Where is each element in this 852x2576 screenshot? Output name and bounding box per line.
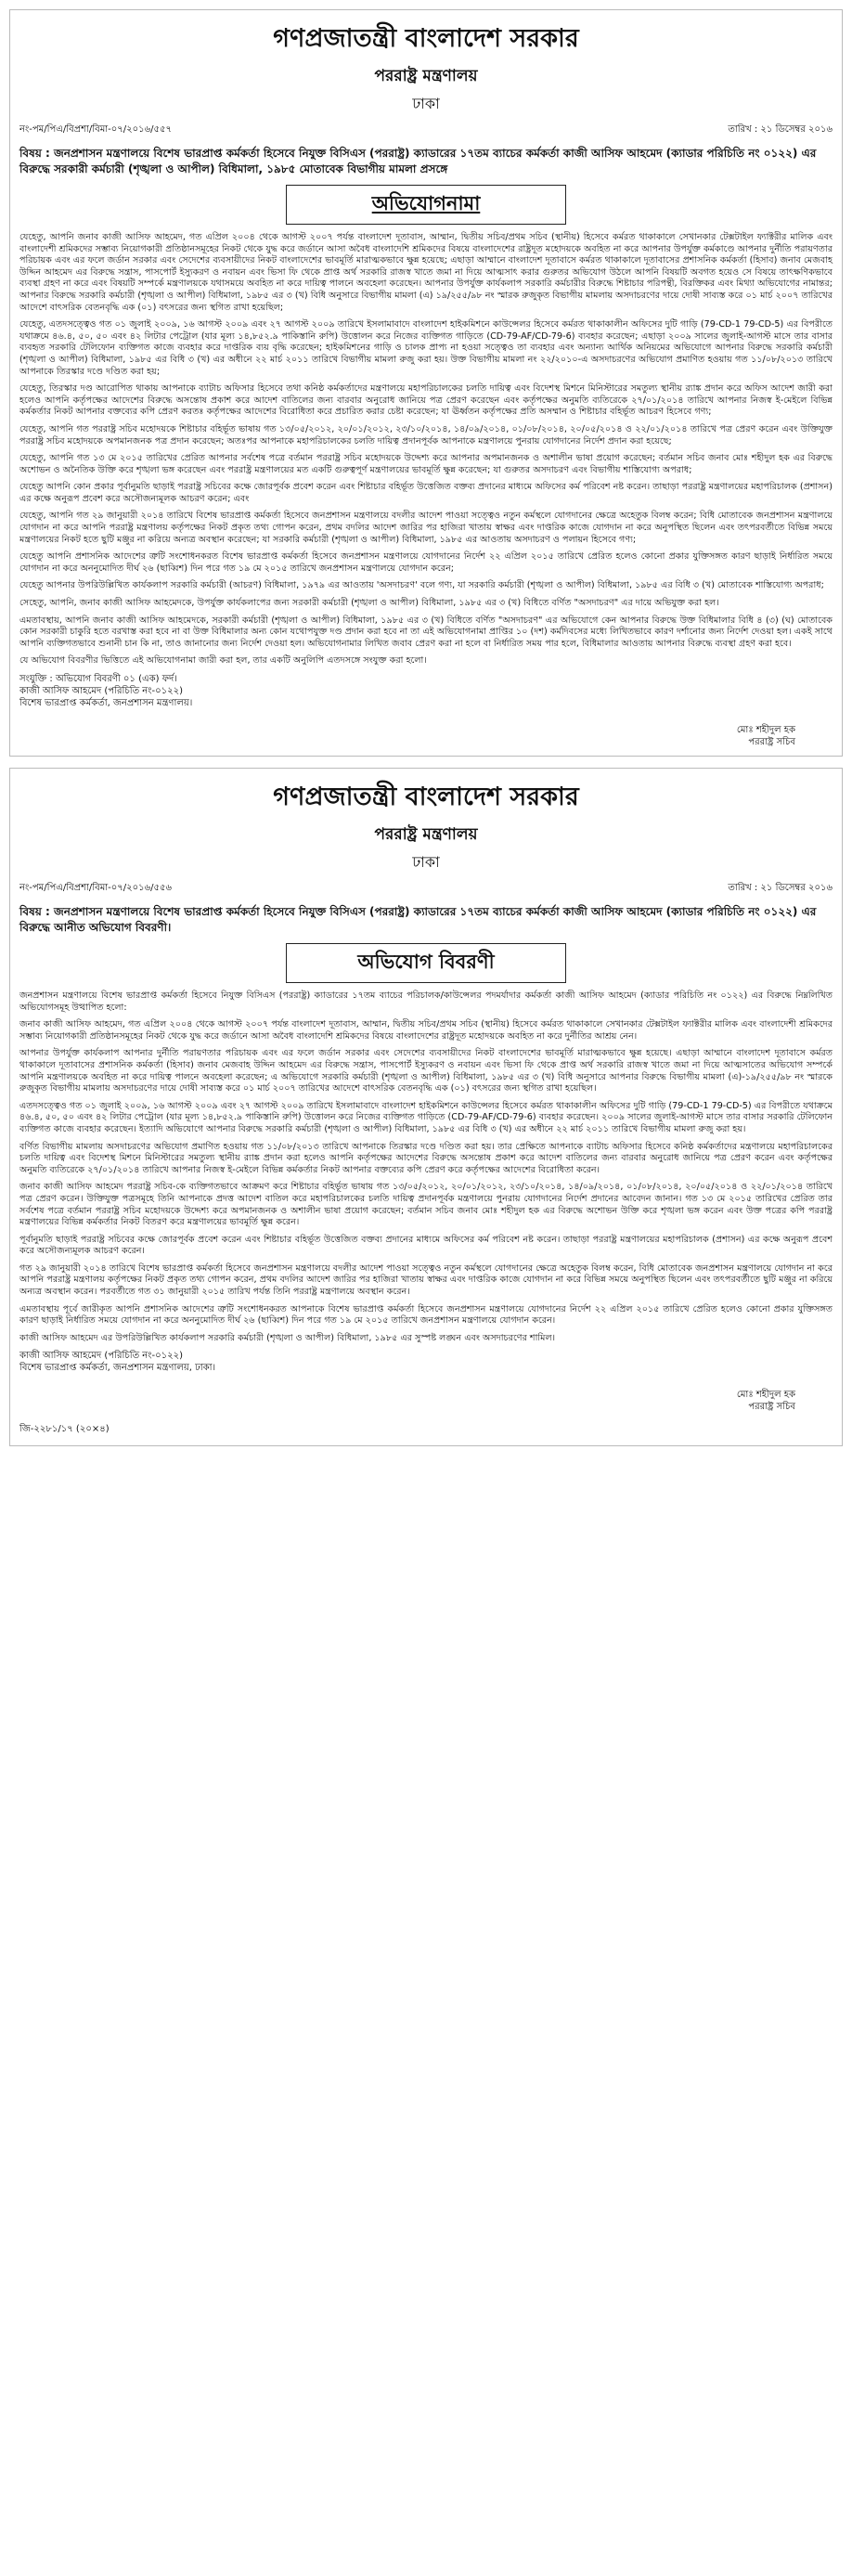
statement-paragraph: এতদসত্ত্বেও গত ০১ জুলাই ২০০৯, ১৬ আগস্ট ২০০৯ এবং ২৭ আগস্ট ২০০৯ তারিখে ইসলামাবাদে বাংলাদেশ হাইকমিশনে কাউন্সেলর হিসেবে কর্মরত থাকাকালীন অফিসের দুটি গাড়ি (79-CD-1 79-CD-5) এর বিপরীতে যথাক্রমে ৪৬.৪, ৫০, ৫০ এবং ৪২ লিটার পেট্রোল (যার মূল্য ১৪,৮৫২.৯ পাকিস্তানি রুপি) উত্তোলন করে নিজের ব্যক্তিগত গাড়িতে (CD-79-AF/CD-79-6) ব্যবহার করেছেন। ২০০৯ সালের জুলাই-আগস্ট মাসে তার বাসার সরকারি টেলিফোন ব্যক্তিগত কাজে ব্যবহার করেছেন। ইত্যাদি অভিযোগে আপনার বিরুদ্ধে সরকারি কর্মচারী (শৃঙ্খলা ও আপীল) বিধিমালা, ১৯৮৫ এর বিধি ৩ (খ) এর অধীনে ২২ মার্চ ২০১১ তারিখে বিভাগীয় মামলা রুজু করা হয়।: [19, 1100, 833, 1134]
signatory-title: পররাষ্ট্র সচিব: [748, 737, 795, 747]
reference-line: [19, 123, 833, 138]
charge-paragraph: যেহেতু, তিরস্কার দণ্ড আরোপিত থাকায় আপনাকে ব্যাটাচ অফিসার হিসেবে তথা কনিষ্ঠ কর্মকর্তাদের মন্ত্রণালয়ে মহাপরিচালকের চলতি দায়িত্ব এবং বিদেশস্থ মিশনে মিনিস্টারের সমতুল্য স্থানীয় র‍্যাঙ্ক প্রদান করে অফিস আদেশ জারী করা হলেও আপনি কর্তৃপক্ষের আদেশের বিরুদ্ধে অসন্তোষ প্রকাশ করে আদেশ বাতিলের জন্য বারবার অনুরোধ জানিয়ে পত্র প্রেরণ করেছেন এবং কর্তৃপক্ষের অনুমতি ব্যতিরেকে ২৭/০১/২০১৪ তারিখে আপনার নিজস্ব ই-মেইলে বিভিন্ন কর্মকর্তার নিকট আপনার বক্তব্যের কপি প্রেরণ করতঃ কর্তৃপক্ষের আদেশের বিরোধিতা করে প্রচারিত করার চেষ্টা করেছেন; যা ঊর্ধ্বতন কর্তৃপক্ষের প্রতি অসম্মান ও শিষ্টাচার বহির্ভূত আচরণ হিসেবে গণ্য;: [19, 383, 833, 418]
statement-paragraph: জনাব কাজী আসিফ আহমেদ পররাষ্ট্র সচিব-কে ব্যক্তিগতভাবে আক্রমণ করে শিষ্টাচার বহির্ভূত ভাষায় গত ১৩/০৫/২০১২, ২০/০১/২০১২, ২৩/১০/২০১৪, ১৪/০৯/২০১৪, ০১/০৮/২০১৪, ২০/০৫/২০১৪ ও ২২/০১/২০১৪ তারিখে পত্র প্রেরণ করেন। উক্তিযুক্ত পত্রসমূহে তিনি আপনাকে প্রদত্ত আদেশ বাতিল করে মহাপরিচালকের চলতি দায়িত্ব প্রদানপূর্বক মন্ত্রণালয়ে পুনরায় যোগদানের নির্দেশ প্রদানের আবেদন জানান। গত ১৩ মে ২০১৫ তারিখের প্রেরিত তার সর্বশেষ পত্রে বর্তমান পররাষ্ট্র সচিব মহোদয়কে উদ্দেশ্য করে অপমানজনক ও অশালীন ভাষা প্রয়োগ করেছেন; বর্তমান সচিব জনাব মোঃ শহীদুল হক এর বিরুদ্ধে অশোভন উক্তি করে শৃঙ্খলা ভঙ্গ করেন এবং উক্ত পত্রের কপি পররাষ্ট্র মন্ত্রণালয়ের বিভিন্ন কর্মকর্তার নিকট বিতরণ করে মন্ত্রণালয়ের ভাবমূর্তি ক্ষুন্ন করেন।: [19, 1182, 833, 1228]
gazette-page: [9, 0, 843, 1446]
memo-date: তারিখ : ২১ ডিসেম্বর ২০১৬: [728, 124, 833, 135]
memo-number: নং-পম/পিএ/বিপ্রশা/বিমা-০৭/২০১৬/৫৫৬: [19, 883, 172, 893]
charge-paragraph: যেহেতু, আপনি গত ২৯ জানুয়ারী ২০১৪ তারিখে বিশেষ ভারপ্রাপ্ত কর্মকর্তা হিসেবে জনপ্রশাসন মন্ত্রণালয়ে বদলীর আদেশ পাওয়া সত্ত্বেও নতুন কর্মস্থলে যোগদানের ক্ষেত্রে অহেতুক বিলম্ব করেন; বিধি মোতাবেক জনপ্রশাসন মন্ত্রণালয়ে যোগদান না করে আপনি পররাষ্ট্র মন্ত্রণালয় কর্তৃপক্ষের নিকট প্রকৃত তথ্য গোপন করেন, প্রথম বদলির আদেশ জারির পর হাজিরা খাতায় স্বাক্ষর এবং দাপ্তরিক কাজে যোগদান না করে অনুপস্থিত ছিলেন এবং তৎপরবর্তীতে বিভিন্ন সময়ে মন্ত্রণালয়ের নিকট হতে ছুটি মঞ্জুর না করিয়ে অন্যত্র অবস্থান করেছেন; যা সরকারি কর্মচারী (শৃঙ্খলা ও আপীল) বিধিমালা, ১৯৮৫ এর আওতায় অসদাচরণ ও পলায়ন হিসেবে গণ্য;: [19, 511, 833, 545]
document-title: অভিযোগনামা: [286, 185, 566, 225]
city-heading: ঢাকা: [412, 95, 440, 112]
enclosure-block: [19, 673, 833, 709]
subject-line: বিষয় : জনপ্রশাসন মন্ত্রণালয়ে বিশেষ ভারপ্রাপ্ত কর্মকর্তা হিসেবে নিযুক্ত বিসিএস (পররাষ্ট্র) ক্যাডারের ১৭তম ব্যাচের কর্মকর্তা কাজী আসিফ আহমেদ (ক্যাডার পরিচিতি নং ০১২২) এর বিরুদ্ধে সরকারী কর্মচারী (শৃঙ্খলা ও আপীল) বিধিমালা, ১৯৮৫ মোতাবেক বিভাগীয় মামলা প্রসঙ্গে: [19, 147, 817, 175]
signature-block: [19, 724, 795, 748]
government-heading: গণপ্রজাতন্ত্রী বাংলাদেশ সরকার: [273, 24, 579, 53]
charge-paragraph: যেহেতু, আপনি গত ১৩ মে ২০১৫ তারিখের প্রেরিত আপনার সর্বশেষ পত্রে বর্তমান পররাষ্ট্র সচিব মহোদয়কে উদ্দেশ্য করে আপনার অপমানজনক ও অশালীন ভাষা প্রয়োগ করেছেন; বর্তমান সচিব জনাব মোঃ শহীদুল হক এর বিরুদ্ধে অশোভন ও অনৈতিক উক্তি করে শৃঙ্খলা ভঙ্গ করেছেন এবং পররাষ্ট্র মন্ত্রণালয়ের মত একটি গুরুত্বপূর্ণ মন্ত্রণালয়ের ভাবমূর্তি ক্ষুন্ন করেছেন; যা গুরুতর অসদাচরণ এবং বিভাগীয় শাস্তিযোগ্য অপরাধ;: [19, 453, 833, 475]
subject-line: বিষয় : জনপ্রশাসন মন্ত্রণালয়ে বিশেষ ভারপ্রাপ্ত কর্মকর্তা হিসেবে নিযুক্ত বিসিএস (পররাষ্ট্র) ক্যাডারের ১৭তম ব্যাচের কর্মকর্তা কাজী আসিফ আহমেদ (ক্যাডার পরিচিতি নং ০১২২) এর বিরুদ্ধে আনীত অভিযোগ বিবরণী।: [19, 905, 817, 934]
statement-paragraph: কাজী আসিফ আহমেদ এর উপরিউল্লিখিত কার্যকলাপ সরকারি কর্মচারী (শৃঙ্খলা ও আপীল) বিধিমালা, ১৯৮৫ এর সুস্পষ্ট লঙ্ঘন এবং অসদাচরণের শামিল।: [19, 1332, 556, 1343]
statement-paragraph: আপনার উপর্যুক্ত কার্যকলাপ আপনার দুর্নীতি পরায়ণতার পরিচায়ক এবং এর ফলে জর্ডান সরকার এবং সেদেশের ব্যবসায়ীদের নিকট বাংলাদেশের ভাবমূর্তি মারাত্মকভাবে ক্ষুন্ন হয়েছে। এছাড়া আম্মানে বাংলাদেশ দূতাবাসে কর্মরত থাকাকালে দূতাবাসের প্রশাসনিক কর্মকর্তা (হিসাব) জনাব মেজবাহ উদ্দিন আহমেদ এর বিরুদ্ধে সন্ত্রাস, পাসপোর্ট ইস্যুকরণ ও নবায়ন এবং ভিসা ফি থেকে প্রাপ্ত অর্থ সরকারি রাজস্ব খাতে জমা না দিয়ে আত্মসাতের অভিযোগ সম্পর্কে আপনি মন্ত্রণালয়কে অবহিত না করে দায়িত্ব পালনে অবহেলা করেছেন; এ অভিযোগে সরকারি কর্মচারী (শৃঙ্খলা ও আপীল) বিধিমালা, ১৯৮৫ এর ৩ (খ) বিধি অনুসারে আপনার বিরুদ্ধে বিভাগীয় মামলা (এ)-১৯/২৫৫/৯৮ নং স্মারকে রুজুকৃত বিভাগীয় মামলায় অসদাচরণের দায়ে দোষী সাব্যস্ত করে ০১ মার্চ ২০০৭ তারিখের আদেশে বাৎসরিক বেতনবৃদ্ধি এক (০১) বৎসরের জন্য স্থগিত রাখা হয়েছিল।: [19, 1048, 833, 1094]
memo-date: তারিখ : ২১ ডিসেম্বর ২০১৬: [728, 883, 833, 893]
ministry-heading: পররাষ্ট্র মন্ত্রণালয়: [374, 67, 478, 85]
statement-paragraph: পূর্বানুমতি ছাড়াই পররাষ্ট্র সচিবের কক্ষে জোরপূর্বক প্রবেশ করেন এবং শিষ্টাচার বহির্ভূত উত্তেজিত বক্তব্য প্রদানের মাধ্যমে অফিসের কর্ম পরিবেশ নষ্ট করেন। তাছাড়া পররাষ্ট্র মন্ত্রণালয়ের মহাপরিচালক (প্রশাসন) এর কক্ষে অনুরূপ প্রবেশ করে অসৌজন্যমূলক আচরণ করেন।: [19, 1234, 833, 1257]
charge-sheet: [9, 9, 843, 757]
statement-paragraph: গত ২৯ জানুয়ারী ২০১৪ তারিখে বিশেষ ভারপ্রাপ্ত কর্মকর্তা হিসেবে জনপ্রশাসন মন্ত্রণালয়ে বদলীর আদেশ পাওয়া সত্ত্বেও নতুন কর্মস্থলে যোগদানের ক্ষেত্রে অহেতুক বিলম্ব করেন, বিধি মোতাবেক জনপ্রশাসন মন্ত্রণালয়ে যোগদান না করে আপনি পররাষ্ট্র মন্ত্রণালয় কর্তৃপক্ষের নিকট প্রকৃত তথ্য গোপন করেন, প্রথম বদলির আদেশ জারির পর হাজিরা খাতায় স্বাক্ষর এবং দাপ্তরিক কাজে যোগদান না করে বিভিন্ন সময়ে অনুপস্থিত ছিলেন এবং তৎপরবর্তীতে ছুটি মঞ্জুর না করিয়ে অন্যত্র অবস্থান করেন। পরবর্তীতে গত ৩১ জানুয়ারী ২০১৫ তারিখ পর্যন্ত তিনি পররাষ্ট্র মন্ত্রণালয়ে অবস্থান করেন।: [19, 1262, 833, 1298]
statement-paragraph: এমতাবস্থায় পূর্বে জারীকৃত আপনি প্রশাসনিক আদেশের ত্রুটি সংশোধনকরত আপনাকে বিশেষ ভারপ্রাপ্ত কর্মকর্তা হিসেবে জনপ্রশাসন মন্ত্রণালয়ে যোগদানের নির্দেশ ২২ এপ্রিল ২০১৫ তারিখে প্রেরিত হলেও কোনো প্রকার যুক্তিসঙ্গত কারণ ছাড়াই নির্ধারিত সময়ে যোগদান না করে অননুমোদিত দীর্ঘ ২৬ (ছাব্বিশ) দিন পরে গত ১৯ মে ২০১৫ তারিখে জনপ্রশাসন মন্ত্রণালয়ে যোগদান করেন।: [19, 1303, 833, 1327]
charge-paragraph: এমতাবস্থায়, আপনি জনাব কাজী আসিফ আহমেদকে, সরকারী কর্মচারী (শৃঙ্খলা ও আপীল) বিধিমালা, ১৯৮৫ এর ৩ (খ) বিধিতে বর্ণিত "অসদাচরণ" এর অভিযোগে কেন আপনার বিরুদ্ধে উক্ত বিধিমালার বিধি ৪ (৩) (ঘ) মোতাবেক কোন সরকারী চাকুরি হতে বরখাস্ত করা হবে না বা উক্ত বিধিমালার অন্য কোন যথোপযুক্ত দণ্ড প্রদান করা হবে না তা এই অভিযোগনামা প্রাপ্তির ১০ (দশ) কর্মদিবসের মধ্যে লিখিতভাবে কারণ দর্শানোর জন্য নির্দেশ দেওয়া হল। একই সাথে আপনি ব্যক্তিগতভাবে শুনানী চান কি না, তাও জানানোর জন্য নির্দেশ দেওয়া হল। অভিযোগনামার লিখিত জবাব প্রেরণ করা না হলে বা নির্ধারিত সময় পার হলে, বিধিমালার আওতায় আপনার বিরুদ্ধে ব্যবস্থা গ্রহণ করা হবে।: [19, 615, 833, 649]
section-separator: [9, 757, 843, 768]
signatory-name: মোঃ শহীদুল হক: [736, 725, 795, 735]
allegation-statement: [9, 768, 843, 1446]
statement-paragraph: বর্ণিত বিভাগীয় মামলায় অসদাচরণের অভিযোগ প্রমাণিত হওয়ায় গত ১১/০৮/২০১৩ তারিখে আপনাকে তিরস্কার দণ্ডে দণ্ডিত করা হয়। তার প্রেক্ষিতে আপনাকে ব্যাটাচ অফিসার হিসেবে কনিষ্ঠ কর্মকর্তাদের মন্ত্রণালয়ে মহাপরিচালকের চলতি দায়িত্ব এবং বিদেশস্থ মিশনে মিনিস্টারের সমতুল্য স্থানীয় র‍্যাঙ্ক প্রদান করা হলেও আপনি কর্তৃপক্ষের আদেশের বিরুদ্ধে অসন্তোষ প্রকাশ করে আদেশ বাতিলের জন্য বারবার অনুরোধ জানিয়ে পত্র প্রেরণ করেন এবং কর্তৃপক্ষের অনুমতি ব্যতিরেকে ২৭/০১/২০১৪ তারিখে আপনার নিজস্ব ই-মেইলে বিভিন্ন কর্মকর্তার নিকট আপনার বক্তব্যের কপি প্রেরণ করে কর্তৃপক্ষের আদেশের বিরোধিতা করেন।: [19, 1141, 833, 1175]
charge-paragraph: যেহেতু আপনি কোন প্রকার পূর্বানুমতি ছাড়াই পররাষ্ট্র সচিবের কক্ষে জোরপূর্বক প্রবেশ করেন এবং শিষ্টাচার বহির্ভূত উত্তেজিত বক্তব্য প্রদানের মাধ্যমে অফিসের কর্ম পরিবেশ নষ্ট করেন। তাছাড়া পররাষ্ট্র মন্ত্রণালয়ের মহাপরিচালক (প্রশাসন) এর কক্ষে অনুরূপ প্রবেশ করে অসৌজন্যমূলক আচরণ করেন; এবং: [19, 482, 833, 504]
recipient-office: বিশেষ ভারপ্রাপ্ত কর্মকর্তা, জনপ্রশাসন মন্ত্রণালয়।: [19, 698, 193, 708]
charge-body: [19, 232, 833, 667]
recipient-block: [19, 1350, 833, 1374]
statement-paragraph: জনপ্রশাসন মন্ত্রণালয়ে বিশেষ ভারপ্রাপ্ত কর্মকর্তা হিসেবে নিযুক্ত বিসিএস (পররাষ্ট্র) ক্যাডারের ১৭তম ব্যাচের পরিচালক/কাউন্সেলর পদমর্যাদার কর্মকর্তা কাজী আসিফ আহমেদ (ক্যাডার পরিচিতি নং ০১২২) এর বিরুদ্ধে নিম্নলিখিত অভিযোগসমূহ উত্থাপিত হলো:: [19, 990, 833, 1013]
recipient-name: কাজী আসিফ আহমেদ (পরিচিতি নং-০১২২): [19, 686, 184, 696]
recipient-name: কাজী আসিফ আহমেদ (পরিচিতি নং-০১২২): [19, 1351, 184, 1362]
signature-block: [19, 1389, 795, 1413]
charge-paragraph: যেহেতু, আপনি গত পররাষ্ট্র সচিব মহোদয়কে শিষ্টাচার বহির্ভূত ভাষায় গত ১৩/০৫/২০১২, ২০/০১/২০১২, ২৩/১০/২০১৪, ১৪/০৯/২০১৪, ০১/০৮/২০১৪, ২০/০৫/২০১৪ ও ২২/০১/২০১৪ তারিখে পত্র প্রেরণ করেন এবং উক্তিযুক্ত পররাষ্ট্র সচিব মহোদয়কে অপমানজনক পত্র প্রদান করেছেন; অতঃপর আপনাকে মহাপরিচালকের চলতি দায়িত্ব প্রদানপূর্বক আপনাকে মন্ত্রণালয়ে পুনরায় যোগদানের নির্দেশ প্রদান করা হয়েছে;: [19, 423, 833, 447]
city-heading: ঢাকা: [412, 853, 440, 871]
signatory-title: পররাষ্ট্র সচিব: [748, 1402, 795, 1413]
recipient-office: বিশেষ ভারপ্রাপ্ত কর্মকর্তা, জনপ্রশাসন মন্ত্রণালয়, ঢাকা।: [19, 1363, 216, 1374]
enclosure-note: সংযুক্তি : অভিযোগ বিবরণী ০১ (এক) ফর্দ।: [19, 674, 177, 684]
charge-paragraph: যেহেতু, এতদসত্ত্বেও গত ০১ জুলাই ২০০৯, ১৬ আগস্ট ২০০৯ এবং ২৭ আগস্ট ২০০৯ তারিখে ইসলামাবাদে বাংলাদেশ হাইকমিশনে কাউন্সেলর হিসেবে কর্মরত থাকাকালীন অফিসের দুটি গাড়ি (79-CD-1 79-CD-5) এর বিপরীতে যথাক্রমে ৪৬.৪, ৫০, ৫০ এবং ৪২ লিটার পেট্রোল (যার মূল্য ১৪,৮৫২.৯ পাকিস্তানি রুপি) উত্তোলন করে নিজের ব্যক্তিগত গাড়িতে (CD-79-AF/CD-79-6) ব্যবহার করেছেন; এছাড়া ২০০৯ সালের জুলাই-আগস্ট মাসে তার বাসার ব্যবহৃত সরকারি টেলিফোন ব্যক্তিগত কাজে ব্যবহার করে দাপ্তরিক ব্যয় বৃদ্ধি করেছেন; হাইকমিশনের গাড়ি ও চালক প্রাপ্য না হওয়া সত্ত্বেও তা ব্যবহার এবং অন্যান্য আর্থিক অনিয়মের অভিযোগে আপনার বিরুদ্ধে সরকারি কর্মচারী (শৃঙ্খলা ও আপীল) বিধিমালা, ১৯৮৫ এর বিধি ৩ (খ) এর অধীনে ২২ মার্চ ২০১১ তারিখে বিভাগীয় মামলা রুজু করা হয়। উক্ত বিভাগীয় মামলা নং ২২/২০১০-এ অসদাচরণের অভিযোগ প্রমাণিত হওয়ায় গত ১১/০৮/২০১৩ তারিখে আপনাকে তিরস্কার দণ্ডে দণ্ডিত করা হয়;: [19, 319, 833, 377]
charge-paragraph: যেহেতু আপনার উপরিউল্লিখিত কার্যকলাপ সরকারি কর্মচারী (আচরণ) বিধিমালা, ১৯৭৯ এর আওতায় 'অসদাচরণ' বলে গণ্য, যা সরকারি কর্মচারী (শৃঙ্খলা ও আপীল) বিধিমালা, ১৯৮৫ এর বিধি ৩ (খ) মোতাবেক শাস্তিযোগ্য অপরাধ;: [19, 580, 824, 591]
charge-paragraph: সেহেতু, আপনি, জনাব কাজী আসিফ আহমেদকে, উপর্যুক্ত কার্যকলাপের জন্য সরকারী কর্মচারী (শৃঙ্খলা ও আপীল) বিধিমালা, ১৯৮৫ এর ৩ (খ) বিধিতে বর্ণিত "অসদাচরণ" এর দায়ে অভিযুক্ত করা হল।: [19, 598, 719, 609]
charge-paragraph: যেহেতু আপনি প্রশাসনিক আদেশের ত্রুটি সংশোধনকরত বিশেষ ভারপ্রাপ্ত কর্মকর্তা হিসেবে জনপ্রশাসন মন্ত্রণালয়ে যোগদানের নির্দেশ ২২ এপ্রিল ২০১৫ তারিখে প্রেরিত হলেও কোনো প্রকার যুক্তিসঙ্গত কারণ ছাড়াই নির্ধারিত সময়ে যোগদান না করে অননুমোদিত দীর্ঘ ২৬ (ছাব্বিশ) দিন পরে গত ১৯ মে ২০১৫ তারিখে জনপ্রশাসন মন্ত্রণালয়ে যোগদান করেন;: [19, 551, 833, 574]
memo-number: নং-পম/পিএ/বিপ্রশা/বিমা-০৭/২০১৬/৫৫৭: [19, 124, 172, 135]
reference-line: [19, 881, 833, 897]
print-code: জি-২২৮১/১৭ (২০×৪): [19, 1424, 110, 1435]
statement-body: [19, 990, 833, 1344]
document-title: অভিযোগ বিবরণী: [286, 943, 566, 983]
charge-paragraph: যে অভিযোগ বিবরণীর ভিত্তিতে এই অভিযোগনামা জারী করা হল, তার একটি অনুলিপি এতদসঙ্গে সংযুক্ত করা হলো।: [19, 655, 427, 667]
ministry-heading: পররাষ্ট্র মন্ত্রণালয়: [374, 825, 478, 844]
charge-paragraph: যেহেতু, আপনি জনাব কাজী আসিফ আহমেদ, গত এপ্রিল ২০০৪ থেকে আগস্ট ২০০৭ পর্যন্ত বাংলাদেশ দূতাবাস, আম্মান, দ্বিতীয় সচিব/প্রথম সচিব (স্থানীয়) হিসেবে কর্মরত থাকাকালে সেখানকার টেক্সটাইল ফ্যাক্টরীর মালিক এবং বাংলাদেশী শ্রমিকদের সম্ভাব্য নিয়োগকারী প্রতিষ্ঠানসমূহের নিকট থেকে যুদ্ধ করে জর্ডানে আসা অবৈধ বাংলাদেশি শ্রমিকদের বিষয়ে বাংলাদেশের রাষ্ট্রদূত মহোদয়কে অবহিত না করে আপনার উপর্যুক্ত কর্মকাণ্ডে আপনার দুর্নীতি পরায়ণতার পরিচায়ক এবং এর ফলে জর্ডান সরকার এবং সেদেশের ব্যবসায়ীদের নিকট বাংলাদেশের ভাবমূর্তি মারাত্মকভাবে ক্ষুন্ন হয়েছে; এছাড়া আম্মানে বাংলাদেশ দূতাবাসে কর্মরত থাকাকালে দূতাবাসের প্রশাসনিক কর্মকর্তা (হিসাব) জনাব মেজবাহ উদ্দিন আহমেদ এর বিরুদ্ধে সন্ত্রাস, পাসপোর্ট ইস্যুকরণ ও নবায়ন এবং ভিসা ফি থেকে প্রাপ্ত অর্থ সরকারি রাজস্ব খাতে জমা না দিয়ে আত্মসাৎ করার গুরুতর অভিযোগ উঠলে আপনি বিষয়টি অবগত হয়েও সে বিষয়ে তাৎক্ষণিকভাবে ব্যবস্থা গ্রহণ না করে এবং বিষয়টি সম্পর্কে মন্ত্রণালয়কে যথাসময়ে অবহিত না করে দায়িত্ব পালনে অবহেলা করেছেন। আপনার উপর্যুক্ত কার্যকলাপ সরকারি কর্মচারীর বিরুদ্ধে শিষ্টাচার পরিপন্থী, বিরক্তিকর এবং মিথ্যা অভিযোগের নামান্তর; আপনার বিরুদ্ধে সরকারি কর্মচারী (শৃঙ্খলা ও আপীল) বিধিমালা, ১৯৮৫ এর ৩ (খ) বিধি অনুসারে বিভাগীয় মামলা (এ) ১৯/২৫৫/৯৮ নং স্মারক রুজুকৃত বিভাগীয় মামলায় অসদাচরণের দায়ে দোষী সাব্যস্ত করে ০১ মার্চ ২০০৭ তারিখের আদেশে বাৎসরিক বেতনবৃদ্ধি এক (০১) বৎসরের জন্য স্থগিত রাখা হয়েছিল;: [19, 232, 833, 313]
government-heading: গণপ্রজাতন্ত্রী বাংলাদেশ সরকার: [273, 783, 579, 811]
signatory-name: মোঃ শহীদুল হক: [736, 1390, 795, 1401]
statement-paragraph: জনাব কাজী আসিফ আহমেদ, গত এপ্রিল ২০০৪ থেকে আগস্ট ২০০৭ পর্যন্ত বাংলাদেশ দূতাবাস, আম্মান, দ্বিতীয় সচিব/প্রথম সচিব (স্থানীয়) হিসেবে কর্মরত থাকাকালে সেখানকার টেক্সটাইল ফ্যাক্টরীর মালিক এবং বাংলাদেশী শ্রমিকদের সম্ভাব্য নিয়োগকারী প্রতিষ্ঠানসমূহের নিকট থেকে যুদ্ধ করে জর্ডানে আসা অবৈধ বাংলাদেশি শ্রমিকদের বিষয়ে বাংলাদেশের রাষ্ট্রদূত মহোদয়কে অবহিত না করে দুর্নীতির আশ্রয় নেন।: [19, 1019, 833, 1042]
